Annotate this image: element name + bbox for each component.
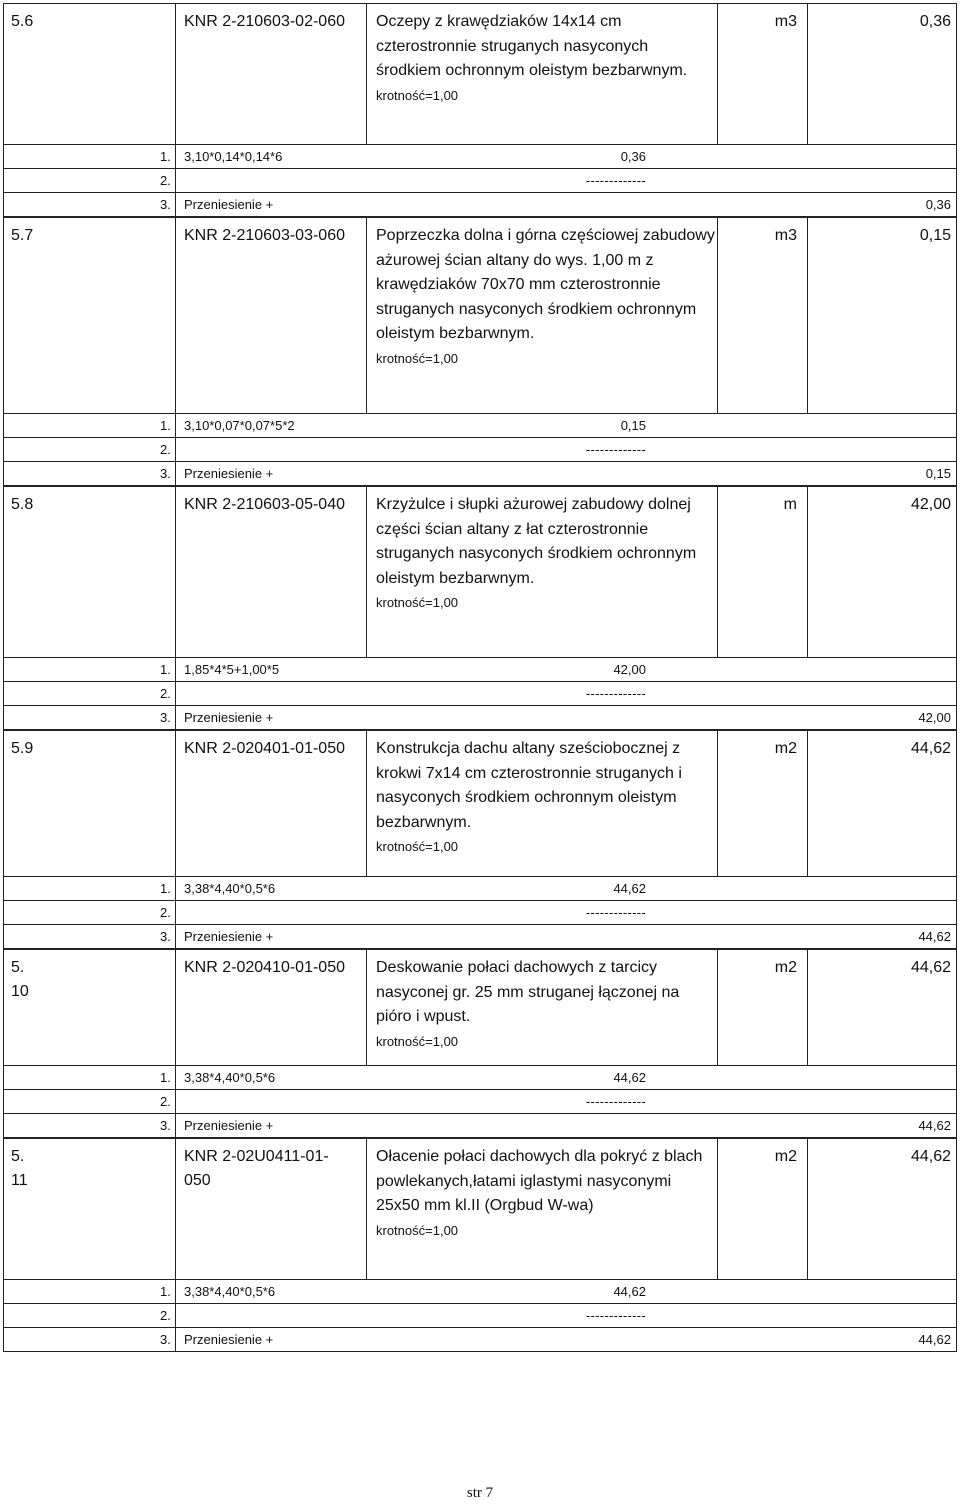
unit: m2 <box>774 740 797 757</box>
quantity: 44,62 <box>910 959 951 976</box>
position-main-row <box>3 949 957 1066</box>
multiplier: krotność=1,00 <box>376 1222 459 1238</box>
carry-over-total: 0,15 <box>925 466 951 481</box>
calc-row: 1. 3,10*0,07*0,07*5*2 0,15 <box>3 414 957 438</box>
multiplier: krotność=1,00 <box>376 350 459 366</box>
unit: m3 <box>774 227 797 244</box>
separator-row: 2. ------------- <box>3 438 957 462</box>
position-code: KNR 2-210603-03-060 <box>184 227 345 244</box>
position-main-row <box>3 217 957 414</box>
quantity: 44,62 <box>910 740 951 757</box>
position-5-8 <box>3 486 957 730</box>
position-main-row <box>3 1138 957 1280</box>
position-number: 5.7 <box>11 227 34 244</box>
unit: m2 <box>774 1148 797 1165</box>
position-code: KNR 2-02U0411-01-050 <box>184 1148 329 1189</box>
position-description: Oczepy z krawędziaków 14x14 cm czterostronnie struganych nasyconych środkiem ochronnym oleistym bezbarwnym. krotność=1,00 <box>376 10 716 107</box>
separator-row: 2. ------------- <box>3 1090 957 1114</box>
calc-formula: 3,38*4,40*0,5*6 <box>184 881 276 896</box>
position-main-row <box>3 730 957 877</box>
calc-row: 1. 3,10*0,14*0,14*6 0,36 <box>3 145 957 169</box>
position-description: Konstrukcja dachu altany sześciobocznej z krokwi 7x14 cm czterostronnie struganych i nasyconych środkiem ochronnym oleistym bezbarwnym. krotność=1,00 <box>376 737 716 858</box>
quantity: 0,15 <box>919 227 951 244</box>
calc-formula: 3,10*0,14*0,14*6 <box>184 149 283 164</box>
position-description: Ołacenie połaci dachowych dla pokryć z blach powlekanych,łatami iglastymi nasyconymi 25x50 mm kl.II (Orgbud W-wa) krotność=1,00 <box>376 1145 716 1242</box>
position-number: 5.9 <box>11 740 34 757</box>
calc-value: 44,62 <box>613 1284 646 1299</box>
separator-row: 2. ------------- <box>3 682 957 706</box>
position-5-6 <box>3 3 957 217</box>
position-description: Deskowanie połaci dachowych z tarcicy nasyconej gr. 25 mm struganej łączonej na pióro i wpust. krotność=1,00 <box>376 956 716 1053</box>
position-5-10 <box>3 949 957 1138</box>
multiplier: krotność=1,00 <box>376 1033 459 1049</box>
position-5-11 <box>3 1138 957 1352</box>
position-code: KNR 2-210603-02-060 <box>184 13 345 30</box>
multiplier: krotność=1,00 <box>376 595 459 610</box>
multiplier: krotność=1,00 <box>376 87 459 103</box>
position-number: 5.10 <box>11 959 29 1000</box>
calc-row: 1. 3,38*4,40*0,5*6 44,62 <box>3 1280 957 1304</box>
separator-row: 2. ------------- <box>3 169 957 193</box>
calc-row: 1. 3,38*4,40*0,5*6 44,62 <box>3 1066 957 1090</box>
quantity: 0,36 <box>919 13 951 30</box>
calc-formula: 3,38*4,40*0,5*6 <box>184 1284 276 1299</box>
carry-over-row: 3. Przeniesienie + 42,00 <box>3 706 957 730</box>
cost-estimate-table <box>3 3 957 1352</box>
unit: m3 <box>774 13 797 30</box>
calc-formula: 3,10*0,07*0,07*5*2 <box>184 418 295 433</box>
unit: m <box>783 496 797 513</box>
carry-over-total: 44,62 <box>918 1118 951 1133</box>
carry-over-total: 0,36 <box>925 197 951 212</box>
multiplier: krotność=1,00 <box>376 839 459 854</box>
position-code: KNR 2-210603-05-040 <box>184 496 345 513</box>
carry-over-row: 3. Przeniesienie + 44,62 <box>3 1114 957 1138</box>
calc-formula: 3,38*4,40*0,5*6 <box>184 1070 276 1085</box>
position-number: 5.8 <box>11 496 34 513</box>
calc-value: 42,00 <box>613 662 646 677</box>
unit: m2 <box>774 959 797 976</box>
carry-over-row: 3. Przeniesienie + 44,62 <box>3 1328 957 1352</box>
carry-over-total: 42,00 <box>918 710 951 725</box>
position-5-7 <box>3 217 957 486</box>
quantity: 42,00 <box>910 496 951 513</box>
page-number: str 7 <box>466 1485 494 1501</box>
position-code: KNR 2-020410-01-050 <box>184 959 345 976</box>
position-code: KNR 2-020401-01-050 <box>184 740 345 757</box>
position-number: 5.11 <box>11 1148 28 1189</box>
carry-over-total: 44,62 <box>918 1332 951 1347</box>
calc-row: 1. 3,38*4,40*0,5*6 44,62 <box>3 877 957 901</box>
quantity: 44,62 <box>910 1148 951 1165</box>
position-main-row <box>3 486 957 658</box>
position-5-9 <box>3 730 957 949</box>
calc-value: 44,62 <box>613 881 646 896</box>
position-number: 5.6 <box>11 13 34 30</box>
position-description: Poprzeczka dolna i górna częściowej zabudowy ażurowej ścian altany do wys. 1,00 m z krawędziaków 70x70 mm czterostronnie struganych nasyconych środkiem ochronnym oleistym bezbarwnym. krotność=1,00 <box>376 224 716 370</box>
calc-formula: 1,85*4*5+1,00*5 <box>184 662 280 677</box>
carry-over-row: 3. Przeniesienie + 0,15 <box>3 462 957 486</box>
position-description: Krzyżulce i słupki ażurowej zabudowy dolnej części ścian altany z łat czterostronnie struganych nasyconych środkiem ochronnym oleistym bezbarwnym. krotność=1,00 <box>376 493 716 614</box>
separator-row: 2. ------------- <box>3 1304 957 1328</box>
carry-over-total: 44,62 <box>918 929 951 944</box>
calc-row: 1. 1,85*4*5+1,00*5 42,00 <box>3 658 957 682</box>
carry-over-row: 3. Przeniesienie + 44,62 <box>3 925 957 949</box>
separator-row: 2. ------------- <box>3 901 957 925</box>
calc-value: 0,15 <box>620 418 646 433</box>
position-main-row <box>3 3 957 145</box>
calc-value: 0,36 <box>620 149 646 164</box>
carry-over-row: 3. Przeniesienie + 0,36 <box>3 193 957 217</box>
calc-value: 44,62 <box>613 1070 646 1085</box>
